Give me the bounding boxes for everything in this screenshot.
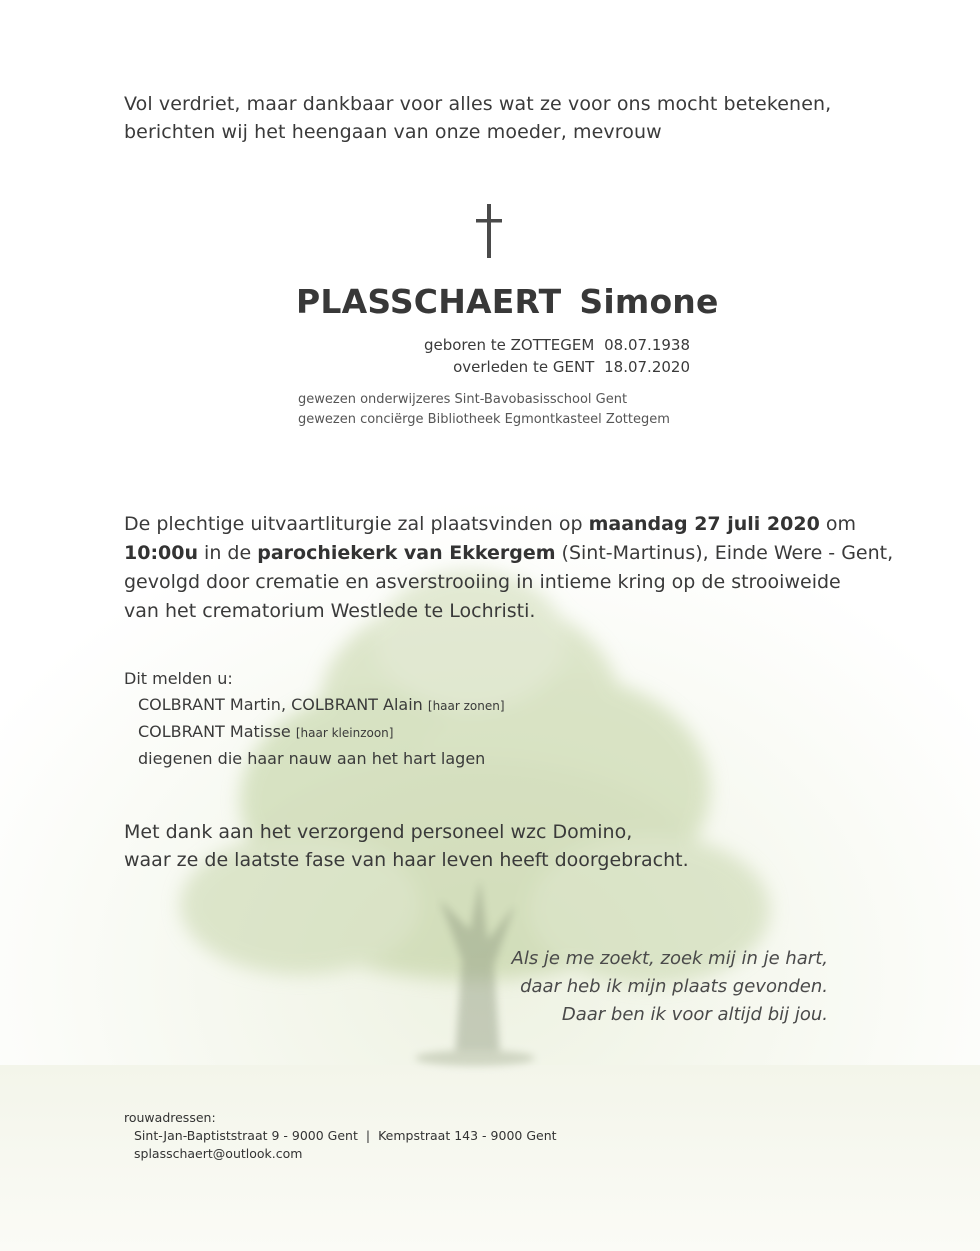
poem	[512, 945, 829, 1029]
profession-1: gewezen onderwijzeres Sint-Bavobasisschool Gent	[298, 392, 628, 407]
family-relation: [haar kleinzoon]	[295, 726, 394, 740]
intro-line-1: Vol verdriet, maar dankbaar voor alles wat ze voor ons mocht betekenen,	[124, 93, 832, 115]
family-line-1	[124, 692, 505, 719]
funeral-church: parochiekerk van Ekkergem	[257, 542, 556, 564]
address-1: Sint-Jan-Baptiststraat 9 - 9000 Gent	[134, 1128, 358, 1143]
announce-heading: Dit melden u:	[124, 669, 233, 688]
born-place: ZOTTEGEM	[510, 336, 595, 354]
family-line-3: diegenen die haar nauw aan het hart lagen	[138, 749, 486, 768]
profession-2: gewezen conciërge Bibliotheek Egmontkasteel Zottegem	[298, 412, 670, 427]
died-date: 18.07.2020	[604, 358, 690, 376]
funeral-line-2	[124, 539, 893, 568]
intro-text	[124, 90, 831, 146]
funeral-text: in de	[198, 542, 258, 564]
family-line-2	[124, 719, 505, 746]
professions	[298, 390, 670, 430]
died-place: GENT	[552, 358, 595, 376]
deceased-name	[296, 282, 719, 321]
funeral-line-4: van het crematorium Westlede te Lochristi.	[124, 600, 536, 622]
family-names: COLBRANT Martin, COLBRANT Alain	[138, 695, 423, 714]
announcers	[124, 666, 505, 772]
thanks-line-1: Met dank aan het verzorgend personeel wzc Domino,	[124, 821, 633, 843]
family-names: COLBRANT Matisse	[138, 722, 291, 741]
funeral-details	[124, 510, 893, 626]
poem-line-1: Als je me zoekt, zoek mij in je hart,	[511, 948, 828, 969]
thanks-text	[124, 818, 689, 874]
address-separator: |	[365, 1128, 371, 1143]
cross-icon	[469, 204, 509, 260]
died-label: overleden te	[453, 358, 549, 376]
surname: PLASSCHAERT	[296, 282, 562, 321]
funeral-line-3: gevolgd door crematie en asverstrooiing in intieme kring op de strooiweide	[124, 571, 841, 593]
thanks-line-2: waar ze de laatste fase van haar leven heeft doorgebracht.	[124, 849, 689, 871]
mourning-addresses	[124, 1109, 557, 1163]
intro-line-2: berichten wij het heengaan van onze moeder, mevrouw	[124, 121, 662, 143]
death-line	[424, 356, 690, 378]
birth-line	[424, 334, 690, 356]
funeral-time: 10:00u	[124, 542, 199, 564]
funeral-text: (Sint-Martinus), Einde Were - Gent,	[555, 542, 894, 564]
funeral-text: De plechtige uitvaartliturgie zal plaatsvinden op	[124, 513, 589, 535]
funeral-line-1	[124, 510, 893, 539]
life-dates	[424, 334, 690, 378]
funeral-text: om	[819, 513, 857, 535]
firstname: Simone	[579, 282, 719, 321]
poem-line-2: daar heb ik mijn plaats gevonden.	[520, 976, 828, 997]
addresses-label: rouwadressen:	[124, 1110, 216, 1125]
poem-line-3: Daar ben ik voor altijd bij jou.	[561, 1004, 828, 1025]
family-relation: [haar zonen]	[427, 699, 505, 713]
funeral-date: maandag 27 juli 2020	[588, 513, 820, 535]
address-2: Kempstraat 143 - 9000 Gent	[378, 1128, 557, 1143]
born-label: geboren te	[423, 336, 506, 354]
email-address: splasschaert@outlook.com	[134, 1146, 303, 1161]
born-date: 08.07.1938	[604, 336, 690, 354]
addresses-line	[124, 1127, 557, 1145]
